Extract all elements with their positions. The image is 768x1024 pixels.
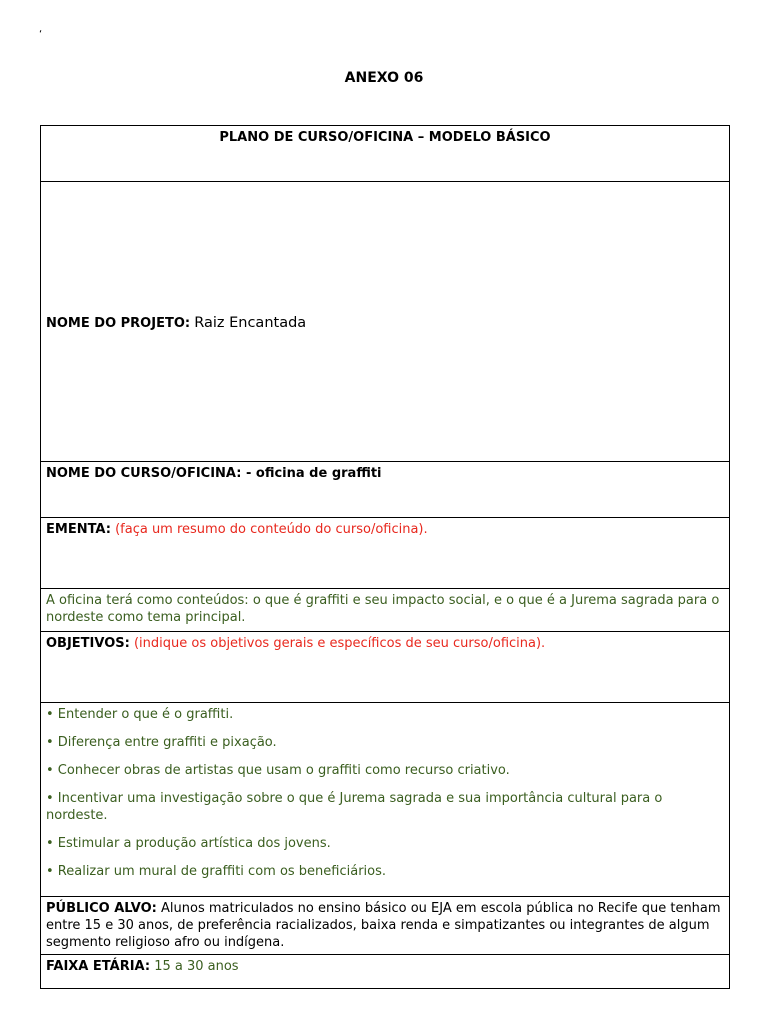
annex-title: ANEXO 06 bbox=[344, 70, 424, 86]
ementa-cell bbox=[41, 518, 730, 589]
ementa-content: A oficina terá como conteúdos: o que é graffiti e seu impacto social, e o que é a Jurema sagrada para o nordeste como tema principal. bbox=[41, 589, 730, 632]
objective-item: • Estimular a produção artística dos jovens. bbox=[46, 836, 331, 851]
course-plan-form bbox=[40, 125, 730, 989]
objective-item: • Incentivar uma investigação sobre o que é Jurema sagrada e sua importância cultural para o nordeste. bbox=[46, 791, 663, 823]
ementa-label: EMENTA: bbox=[46, 522, 111, 537]
objective-item: • Conhecer obras de artistas que usam o graffiti como recurso criativo. bbox=[46, 763, 510, 778]
objective-item: • Entender o que é o graffiti. bbox=[46, 707, 234, 722]
project-value: Raiz Encantada bbox=[194, 314, 307, 331]
course-value: - oficina de graffiti bbox=[241, 466, 382, 481]
objetivos-hint: (indique os objetivos gerais e específicos de seu curso/oficina). bbox=[133, 636, 546, 651]
objetivos-list bbox=[41, 703, 730, 897]
faixa-etaria-label: FAIXA ETÁRIA: bbox=[46, 959, 151, 974]
faixa-etaria-value: 15 a 30 anos bbox=[154, 959, 239, 974]
stray-mark: ‘ bbox=[39, 29, 43, 40]
objective-item: • Realizar um mural de graffiti com os beneficiários. bbox=[46, 864, 387, 879]
publico-alvo-value: Alunos matriculados no ensino básico ou EJA em escola pública no Recife que tenham entre 15 e 30 anos, de preferência racializados, baixa renda e simpatizantes ou integrantes de algum segmento religioso afro ou indígena. bbox=[46, 901, 721, 950]
objective-item: • Diferença entre graffiti e pixação. bbox=[46, 735, 277, 750]
faixa-etaria-cell bbox=[41, 955, 730, 989]
publico-alvo-cell bbox=[41, 897, 730, 955]
publico-alvo-label: PÚBLICO ALVO: bbox=[46, 901, 157, 916]
course-label: NOME DO CURSO/OFICINA: bbox=[46, 466, 242, 481]
ementa-hint: (faça um resumo do conteúdo do curso/oficina). bbox=[115, 522, 428, 537]
course-name-cell bbox=[41, 462, 730, 518]
objetivos-label: OBJETIVOS: bbox=[46, 636, 130, 651]
project-label: NOME DO PROJETO: bbox=[46, 315, 191, 331]
objetivos-cell bbox=[41, 632, 730, 703]
project-name-cell bbox=[41, 182, 730, 462]
form-title: PLANO DE CURSO/OFICINA – MODELO BÁSICO bbox=[41, 126, 730, 182]
